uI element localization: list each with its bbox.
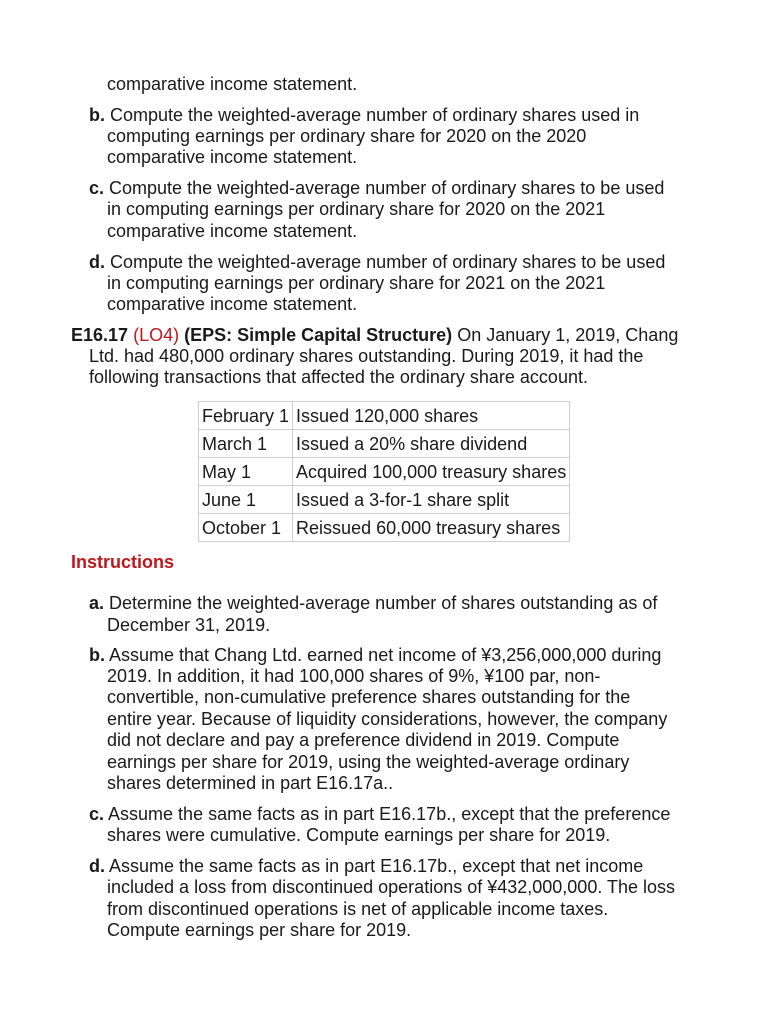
text-line: in computing earnings per ordinary share for 2020 on the 2021 xyxy=(107,199,606,219)
exercise-title: (EPS: Simple Capital Structure) xyxy=(184,325,453,345)
transactions-table xyxy=(198,401,570,542)
item-b xyxy=(89,644,661,666)
table-row xyxy=(199,514,570,542)
date-cell: May 1 xyxy=(199,458,293,486)
item-c xyxy=(89,177,664,199)
text-line: shares determined in part E16.17a.. xyxy=(107,773,394,793)
text-line: comparative income statement. xyxy=(107,74,358,94)
table-row xyxy=(199,458,570,486)
text-line: entire year. Because of liquidity considerations, however, the company xyxy=(107,709,668,729)
text-line: included a loss from discontinued operations of ¥432,000,000. The loss xyxy=(107,877,676,897)
text-line: Assume the same facts as in part E16.17b., except that net income xyxy=(109,856,644,876)
text-line: from discontinued operations is net of applicable income taxes. xyxy=(107,899,609,919)
item-label: d. xyxy=(89,856,105,876)
exercise-number: E16.17 xyxy=(71,325,129,345)
text-line: Ltd. had 480,000 ordinary shares outstanding. During 2019, it had the xyxy=(89,346,644,366)
exercise-heading xyxy=(71,324,678,346)
text-line: computing earnings per ordinary share for 2020 on the 2020 xyxy=(107,126,587,146)
text-line: December 31, 2019. xyxy=(107,615,271,635)
date-cell: June 1 xyxy=(199,486,293,514)
item-d xyxy=(89,251,665,273)
item-a xyxy=(89,592,657,614)
date-cell: March 1 xyxy=(199,430,293,458)
text-line: earnings per share for 2019, using the weighted-average ordinary xyxy=(107,752,630,772)
event-cell: Reissued 60,000 treasury shares xyxy=(293,514,570,542)
item-label: d. xyxy=(89,252,105,272)
text-line: comparative income statement. xyxy=(107,221,358,241)
event-cell: Acquired 100,000 treasury shares xyxy=(293,458,570,486)
date-cell: October 1 xyxy=(199,514,293,542)
table-row xyxy=(199,402,570,430)
date-cell: February 1 xyxy=(199,402,293,430)
text-line: Compute the weighted-average number of ordinary shares to be used xyxy=(110,252,666,272)
item-label: b. xyxy=(89,645,105,665)
text-line: convertible, non-cumulative preference shares outstanding for the xyxy=(107,687,631,707)
item-b xyxy=(89,104,639,126)
text-line: did not declare and pay a preference dividend in 2019. Compute xyxy=(107,730,620,750)
text-line: Assume that Chang Ltd. earned net income of ¥3,256,000,000 during xyxy=(109,645,662,665)
text-line: comparative income statement. xyxy=(107,294,358,314)
text-line: in computing earnings per ordinary share for 2021 on the 2021 xyxy=(107,273,606,293)
event-cell: Issued a 20% share dividend xyxy=(293,430,570,458)
instructions-heading: Instructions xyxy=(71,552,175,572)
table-row xyxy=(199,430,570,458)
event-cell: Issued 120,000 shares xyxy=(293,402,570,430)
table-row xyxy=(199,486,570,514)
text-line: shares were cumulative. Compute earnings per share for 2019. xyxy=(107,825,611,845)
item-label: b. xyxy=(89,105,105,125)
text-line: 2019. In addition, it had 100,000 shares of 9%, ¥100 par, non- xyxy=(107,666,601,686)
learning-objective: (LO4) xyxy=(133,325,180,345)
text-line: Compute the weighted-average number of ordinary shares to be used xyxy=(109,178,665,198)
text-line: Determine the weighted-average number of shares outstanding as of xyxy=(109,593,658,613)
text-line: Compute the weighted-average number of ordinary shares used in xyxy=(110,105,640,125)
item-label: a. xyxy=(89,593,105,613)
item-label: c. xyxy=(89,178,105,198)
text-line: comparative income statement. xyxy=(107,147,358,167)
text-line: On January 1, 2019, Chang xyxy=(457,325,679,345)
text-line: Assume the same facts as in part E16.17b., except that the preference xyxy=(108,804,671,824)
item-d xyxy=(89,855,643,877)
event-cell: Issued a 3-for-1 share split xyxy=(293,486,570,514)
text-line: following transactions that affected the ordinary share account. xyxy=(89,367,588,387)
text-line: Compute earnings per share for 2019. xyxy=(107,920,412,940)
item-c xyxy=(89,803,670,825)
item-label: c. xyxy=(89,804,105,824)
